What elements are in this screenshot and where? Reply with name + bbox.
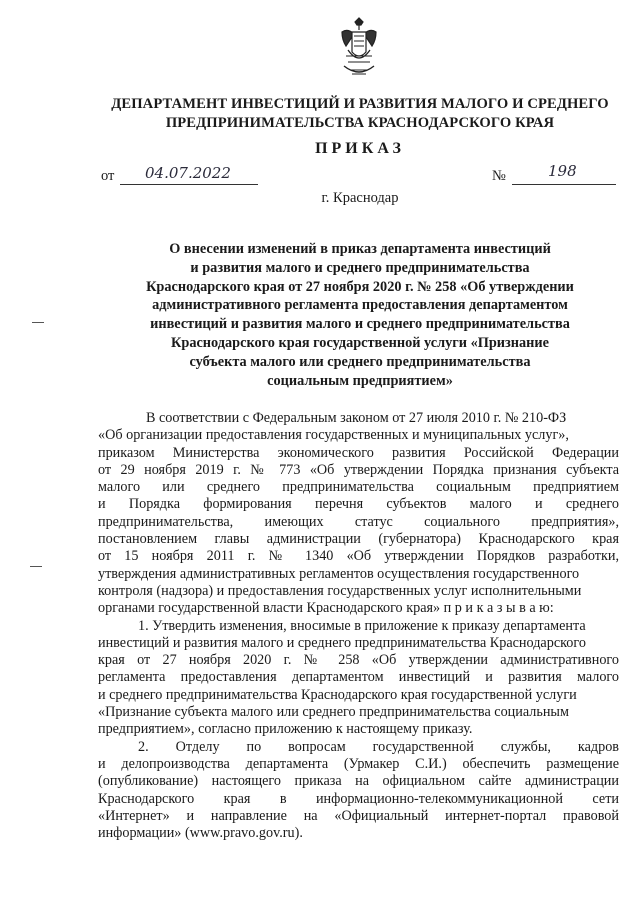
body-line: органами государственной власти Краснодарского края» п р и к а з ы в а ю: — [98, 600, 554, 617]
order-body — [98, 410, 619, 842]
body-line: и делопроизводства департамента (Урмакер С.И.) обеспечить размещение — [98, 755, 619, 772]
subject-line: Краснодарского края государственной услуги «Признание — [171, 334, 549, 351]
body-line: контроля (надзора) и предоставления государственных услуг исполнительными — [98, 582, 582, 599]
order-title: ПРИКАЗ — [315, 140, 405, 157]
body-line: информации» (www.pravo.gov.ru). — [98, 825, 303, 842]
department-name-line-2: ПРЕДПРИНИМАТЕЛЬСТВА КРАСНОДАРСКОГО КРАЯ — [165, 115, 555, 131]
body-line: края от 27 ноября 2020 г. № 258 «Об утверждении административного — [98, 652, 619, 669]
subject-line: и развития малого и среднего предпринимательства — [190, 259, 530, 276]
body-line: и среднего предпринимательства Краснодарского края государственной услуги — [98, 686, 577, 703]
subject-line: Краснодарского края от 27 ноября 2020 г. № 258 «Об утверждении — [146, 278, 574, 295]
subject-line: О внесении изменений в приказ департамента инвестиций — [169, 241, 551, 257]
body-line: предприятием», согласно приложению к настоящему приказу. — [98, 721, 473, 738]
margin-mark — [32, 322, 44, 323]
order-number: 198 — [548, 162, 577, 180]
body-line: «Об организации предоставления государственных и муниципальных услуг», — [98, 427, 569, 444]
body-line: 2. Отделу по вопросам государственной службы, кадров — [138, 738, 619, 755]
subject-line: социальным предприятием» — [267, 372, 453, 389]
body-line: от 15 ноября 2011 г. № 1340 «Об утверждении Порядков разработки, — [98, 548, 619, 565]
body-line: Краснодарского края в информационно-телекоммуникационной сети — [98, 790, 619, 807]
body-line: регламента предоставления департаментом инвестиций и развития малого — [98, 669, 619, 686]
coat-of-arms-emblem — [338, 16, 380, 82]
department-name — [60, 95, 639, 133]
body-line: предпринимательства, имеющих статус социального предприятия», — [98, 513, 619, 530]
date-underline — [120, 184, 258, 185]
body-line: 1. Утвердить изменения, вносимые в приложение к приказу департамента — [138, 617, 586, 634]
department-name-line-1: ДЕПАРТАМЕНТ ИНВЕСТИЦИЙ И РАЗВИТИЯ МАЛОГО И СРЕДНЕГО — [111, 96, 609, 112]
body-line: и Порядка формирования перечня субъектов малого и среднего — [98, 496, 619, 513]
body-line: инвестиций и развития малого и среднего предпринимательства Краснодарского — [98, 634, 586, 651]
order-date: 04.07.2022 — [145, 164, 231, 182]
body-line: утверждения административных регламентов осуществления государственного — [98, 565, 580, 582]
city: г. Краснодар — [321, 190, 399, 206]
number-label: № — [492, 168, 506, 184]
body-line: малого или среднего предпринимательства социальным предприятием — [98, 479, 619, 496]
body-line: В соответствии с Федеральным законом от 27 июля 2010 г. № 210-ФЗ — [146, 410, 567, 426]
number-underline — [512, 184, 616, 185]
body-line: приказом Министерства экономического развития Российской Федерации — [98, 444, 619, 461]
margin-mark — [30, 566, 42, 567]
body-line: от 29 ноября 2019 г. № 773 «Об утверждении Порядка признания субъекта — [98, 461, 619, 478]
subject-line: инвестиций и развития малого и среднего предпринимательства — [150, 316, 570, 333]
subject-line: административного регламента предоставления департаментом — [152, 297, 568, 314]
from-label: от — [101, 168, 115, 184]
body-line: (опубликование) настоящего приказа на официальном сайте администрации — [98, 773, 619, 790]
body-line: «Признание субъекта малого или среднего предпринимательства социальным — [98, 704, 569, 721]
order-subject — [100, 240, 620, 390]
body-line: «Интернет» и направление на «Официальный интернет-портал правовой — [98, 807, 619, 824]
subject-line: субъекта малого или среднего предпринимательства — [189, 353, 531, 370]
body-line: постановлением главы администрации (губернатора) Краснодарского края — [98, 531, 619, 548]
